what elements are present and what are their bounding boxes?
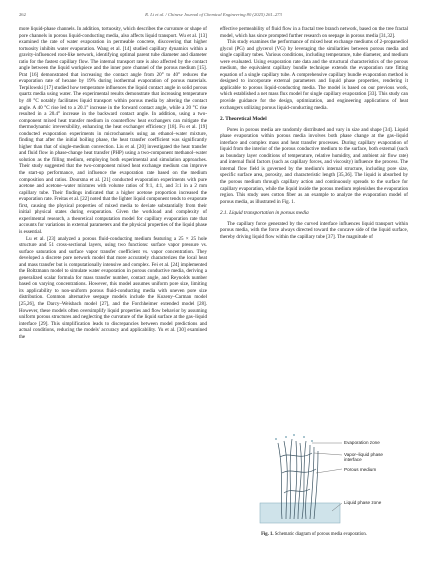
left-column	[19, 26, 207, 340]
caption-label: Fig. 1.	[261, 532, 274, 537]
label-porous-medium: Porous medium	[344, 467, 377, 472]
figure-1	[220, 433, 408, 529]
page-header	[19, 11, 408, 19]
label-interface: Vapor–liquid phase interface	[344, 452, 383, 462]
caption-text: Schematic diagram of porous media evaporation.	[274, 532, 367, 537]
paragraph: Pores in porous media are randomly distributed and vary in size and shape [34]. Liquid phase evaporation within porous media involves both phase change at the gas–liquid interface and complex mass and heat transfer processes. During capillary evaporation of liquid from the interior of the porous conductive medium to the surface, both external (such as boundary layer conditions of temperature, relative humidity, and ambient air flow rate) and internal fluid factors (such as capillary forces, and viscosity) influence the process. The internal flow field is governed by the medium's internal structure, including pore size, specific surface area, porosity, and characteristic length [35,36]. The liquid is absorbed by the porous medium through capillary action and continuously spreads to the surface for capillary evaporation, while the liquid inside the porous medium replenishes the evaporation region. This study uses cotton fiber as an example to analyze the evaporation model of porous media, as illustrated in Fig. 1.	[220, 126, 408, 205]
paragraph: Lu et al. [23] analyzed a porous fluid-conducting medium featuring a 25 × 25 hole structure and 51 cross-sectional layers, using two functions: surface vapor pressure vs. surface saturation and surface vapor transfer coefficient vs. vapor concentration. They developed a discrete pore network model that more accurately characterizes the local heat and mass transfer but is computationally intensive and complex. Fei et al. [24] implemented the Boltzmann model to simulate water evaporation in porous conductive media, deriving a generalized scalar formula for mass transfer number, contact angle, and Reynolds number based on varying concentrations. However, this model assumes uniform pore size, limiting its applicability to non-uniform porous fluid-conducting media with uneven pore size distribution. Common alternative seepage models include the Kozeny–Carman model [25,26], the Darcy–Weisbach model [27], and the Forchheimer extended model [28]. However, these models often oversimplify liquid properties and flow behavior by assuming uniform porous structures and neglecting the curvature of the liquid surface at the gas–liquid interface [29]. This simplification leads to discrepancies between model predictions and actual conditions, reducing the models' accuracy and applicability. Yu et al. [30] examined the	[19, 235, 207, 340]
paragraph: effective permeability of fluid flow in a fractal tree branch network, based on the tree fractal model, which has since prompted further research on seepage in porous media [31,32].	[220, 26, 408, 39]
label-liquid-phase-zone: Liquid phase zone	[344, 500, 382, 505]
label-evaporation-zone: Evaporation zone	[344, 440, 380, 445]
liquid-zone-shape	[260, 503, 340, 523]
paragraph: The capillary force generated by the curved interface influences liquid transport within porous media, with the force always directed toward the concave side of the liquid surface, thereby driving liquid flow within the capillary tube [37]. The magnitude of	[220, 220, 408, 240]
right-column	[220, 26, 408, 240]
running-title: R. Li et al. / Chinese Journal of Chemical Engineering 80 (2025) 261–273	[145, 12, 282, 17]
leader-lines	[312, 443, 342, 511]
section-heading: 2. Theoretical Model	[220, 116, 267, 123]
paragraph: more liquid-phase channels. In addition, tortuosity, which describes the curvature or shape of pore channels in porous liquid-conducting media, also affects liquid transport. Wu et al. [13] examined the rate of water evaporation in permeable concrete, discovering that higher tortuosity inhibits water evaporation. Wang et al. [14] studied capillary dynamics within a gravity-influenced root-like network, identifying optimal parent tube diameter and diameter ratio for the fastest capillary flow. The internal transport rate is also affected by the contact angle between the liquid workpiece and the inner pore channel of the porous medium [15]. Prat [16] demonstrated that increasing the contact angle from 20° to 40° reduces the evaporation rate of hexane by 19% during isothermal evaporation of porous materials. Terpilowski [17] studied how temperature influences the liquid contact angle in solid porous quartz media using water. The experimental results demonstrate that increasing temperature by 40 °C notably facilitates liquid transport within porous media by altering the contact angle. A 40 °C rise led to a 20.1° increase in the forward contact angle, while a 20 °C rise resulted in a 20.4° increase in the backward contact angle. In addition, using a two-component mixed heat transfer medium in counterflow heat exchangers can mitigate the thermodynamic irreversibility, enhancing the heat exchanger efficiency [18]. Fu et al. [19] conducted evaporation experiments in microchannels using an ethanol–water mixture, finding that after the initial boiling phase, the heat transfer coefficient was significantly higher than that of single-medium convection. Liu et al. [20] investigated the heat transfer and fluid flow in phase-change heat transfer (PHP) using a two-component methanol–water solution as the filling medium, employing both experimental and simulation approaches. Their study suggested that the two-component mixed heat exchange medium can improve the start-up performance, and influence the evaporation rate based on the medium composition and ratios. Doursma et al. [21] conducted evaporation experiments with pure acetone and acetone–water mixtures with volume ratios of 9:1, 4:1, and 3:1 in a 2 mm capillary tube. Their findings indicated that a higher acetone proportion increased the evaporation rate. Freitas et al. [22] noted that the lighter liquid component tends to evaporate first, causing the physical properties of mixed media to deviate substantially from their initial physical states during evaporation. Given the workload and complexity of experimental research, a theoretical computation model for capillary evaporation rate that accounts for variations in external parameters and the physical properties of the liquid phase is essential.	[19, 26, 207, 235]
paragraph: This study examines the performance of mixed heat exchange mediums of 2-propanediol glycol (PG) and glycerol (VG) by leveraging the similarities between porous media and single capillary tubes. Various conditions, including temperature, tube diameter, and medium were evaluated. Using evaporation rate data and the structural characteristics of the porous medium, the equivalent capillary bundle technique extends the evaporation rate fitting equation of a single capillary tube. A comprehensive capillary bundle evaporation method is designed to incorporate external parameters and liquid phase properties, rendering it applicable to porous liquid-conducting media. The model is based on our previous work, which established a net mass flux model for single capillary evaporation [33]. This study can provide guidance for the design, optimization, and engineering applications of heat exchangers utilizing porous liquid-conducting media.	[220, 39, 408, 111]
porous-media-diagram	[220, 433, 408, 529]
vapor-dots	[275, 434, 313, 442]
page-number: 262	[19, 12, 26, 17]
subsection-heading: 2.1. Liquid transportation in porous media	[220, 210, 309, 217]
figure-caption	[220, 532, 408, 537]
